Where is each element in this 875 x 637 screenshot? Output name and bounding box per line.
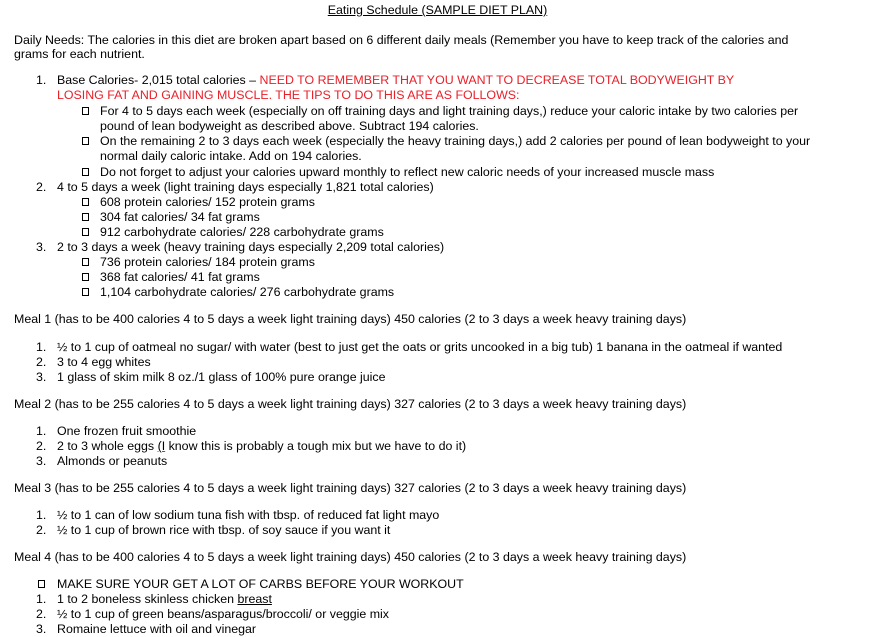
bullet-box-icon [82, 288, 89, 296]
list-number: 2. [36, 523, 47, 537]
bullet-box-icon [82, 107, 89, 115]
meal-item: 2 to 3 whole eggs (I know this is probably a tough mix but we have to do it) [57, 439, 467, 453]
list-number: 2. [36, 180, 47, 194]
tip-text: For 4 to 5 days each week (especially on off training days and light training days,) reduce your caloric intake by two calories per [100, 104, 799, 118]
bullet-box-icon [82, 213, 89, 221]
list-number: 2. [36, 355, 47, 369]
sub-item: 736 protein calories/ 184 protein grams [100, 255, 315, 269]
tip-text: pound of lean bodyweight as described above. Subtract 194 calories. [100, 119, 479, 133]
bullet-box-icon [82, 228, 89, 236]
base-calories-line: Base Calories- 2,015 total calories – NEED TO REMEMBER THAT YOU WANT TO DECREASE TOTAL BODYWEIGHT BY [57, 73, 735, 87]
bullet-box-icon [82, 273, 89, 281]
meal-heading: Meal 4 (has to be 400 calories 4 to 5 days a week light training days) 450 calories (2 to 3 days a week heavy training days) [14, 550, 687, 564]
list-number: 3. [36, 370, 47, 384]
meal-item: ½ to 1 can of low sodium tuna fish with tbsp. of reduced fat light mayo [57, 508, 440, 522]
tip-text: On the remaining 2 to 3 days each week (especially the heavy training days,) add 2 calories per pound of lean bodyweight to your [100, 134, 811, 148]
list-number: 3. [36, 622, 47, 636]
list-number: 1. [36, 73, 47, 87]
sub-item: 912 carbohydrate calories/ 228 carbohydrate grams [100, 225, 384, 239]
bullet-box-icon [82, 258, 89, 266]
warning-text-2: LOSING FAT AND GAINING MUSCLE. THE TIPS TO DO THIS ARE AS FOLLOWS: [57, 88, 520, 102]
list-number: 1. [36, 340, 47, 354]
list-number: 1. [36, 424, 47, 438]
meal-heading: Meal 3 (has to be 255 calories 4 to 5 days a week light training days) 327 calories (2 to 3 days a week heavy training days) [14, 481, 687, 495]
meal-heading: Meal 2 (has to be 255 calories 4 to 5 days a week light training days) 327 calories (2 to 3 days a week heavy training days) [14, 397, 687, 411]
meal-item: 3 to 4 egg whites [57, 355, 151, 369]
intro-line-1: Daily Needs: The calories in this diet are broken apart based on 6 different daily meals (Remember you have to keep track of the calories and [14, 33, 789, 47]
document-title: Eating Schedule (SAMPLE DIET PLAN) [327, 3, 548, 17]
meal-item: ½ to 1 cup of green beans/asparagus/broccoli/ or veggie mix [57, 607, 389, 621]
meal-item: ½ to 1 cup of oatmeal no sugar/ with water (best to just get the oats or grits uncooked in a big tub) 1 banana in the oatmeal if wanted [57, 340, 783, 354]
warning-text: NEED TO REMEMBER THAT YOU WANT TO DECREASE TOTAL BODYWEIGHT BY [259, 73, 735, 87]
bullet-box-icon [82, 137, 89, 145]
bullet-box-icon [82, 168, 89, 176]
meal-item: 1 to 2 boneless skinless chicken breast [57, 592, 272, 606]
tip-text: normal daily caloric intake. Add on 194 calories. [100, 149, 362, 163]
meal-item: Almonds or peanuts [57, 454, 168, 468]
sub-item: 368 fat calories/ 41 fat grams [100, 270, 260, 284]
sub-item: 608 protein calories/ 152 protein grams [100, 195, 315, 209]
list-number: 1. [36, 592, 47, 606]
meal-heading: Meal 1 (has to be 400 calories 4 to 5 days a week light training days) 450 calories (2 to 3 days a week heavy training days) [14, 312, 687, 326]
meal-note: MAKE SURE YOUR GET A LOT OF CARBS BEFORE YOUR WORKOUT [57, 577, 464, 591]
meal-item: One frozen fruit smoothie [57, 424, 197, 438]
meal-item: ½ to 1 cup of brown rice with tbsp. of soy sauce if you want it [57, 523, 391, 537]
bullet-box-icon [38, 580, 45, 588]
sub-item: 1,104 carbohydrate calories/ 276 carbohydrate grams [100, 285, 395, 299]
list-number: 2. [36, 439, 47, 453]
list-item: 4 to 5 days a week (light training days especially 1,821 total calories) [57, 180, 434, 194]
list-number: 2. [36, 607, 47, 621]
meal-item: 1 glass of skim milk 8 oz./1 glass of 100% pure orange juice [57, 370, 386, 384]
list-number: 3. [36, 454, 47, 468]
bullet-box-icon [82, 198, 89, 206]
intro-line-2: grams for each nutrient. [14, 47, 145, 61]
meal-item: Romaine lettuce with oil and vinegar [57, 622, 257, 636]
list-number: 1. [36, 508, 47, 522]
tip-text: Do not forget to adjust your calories upward monthly to reflect new caloric needs of your increased muscle mass [100, 165, 715, 179]
sub-item: 304 fat calories/ 34 fat grams [100, 210, 260, 224]
list-item: 2 to 3 days a week (heavy training days especially 2,209 total calories) [57, 240, 445, 254]
list-number: 3. [36, 240, 47, 254]
